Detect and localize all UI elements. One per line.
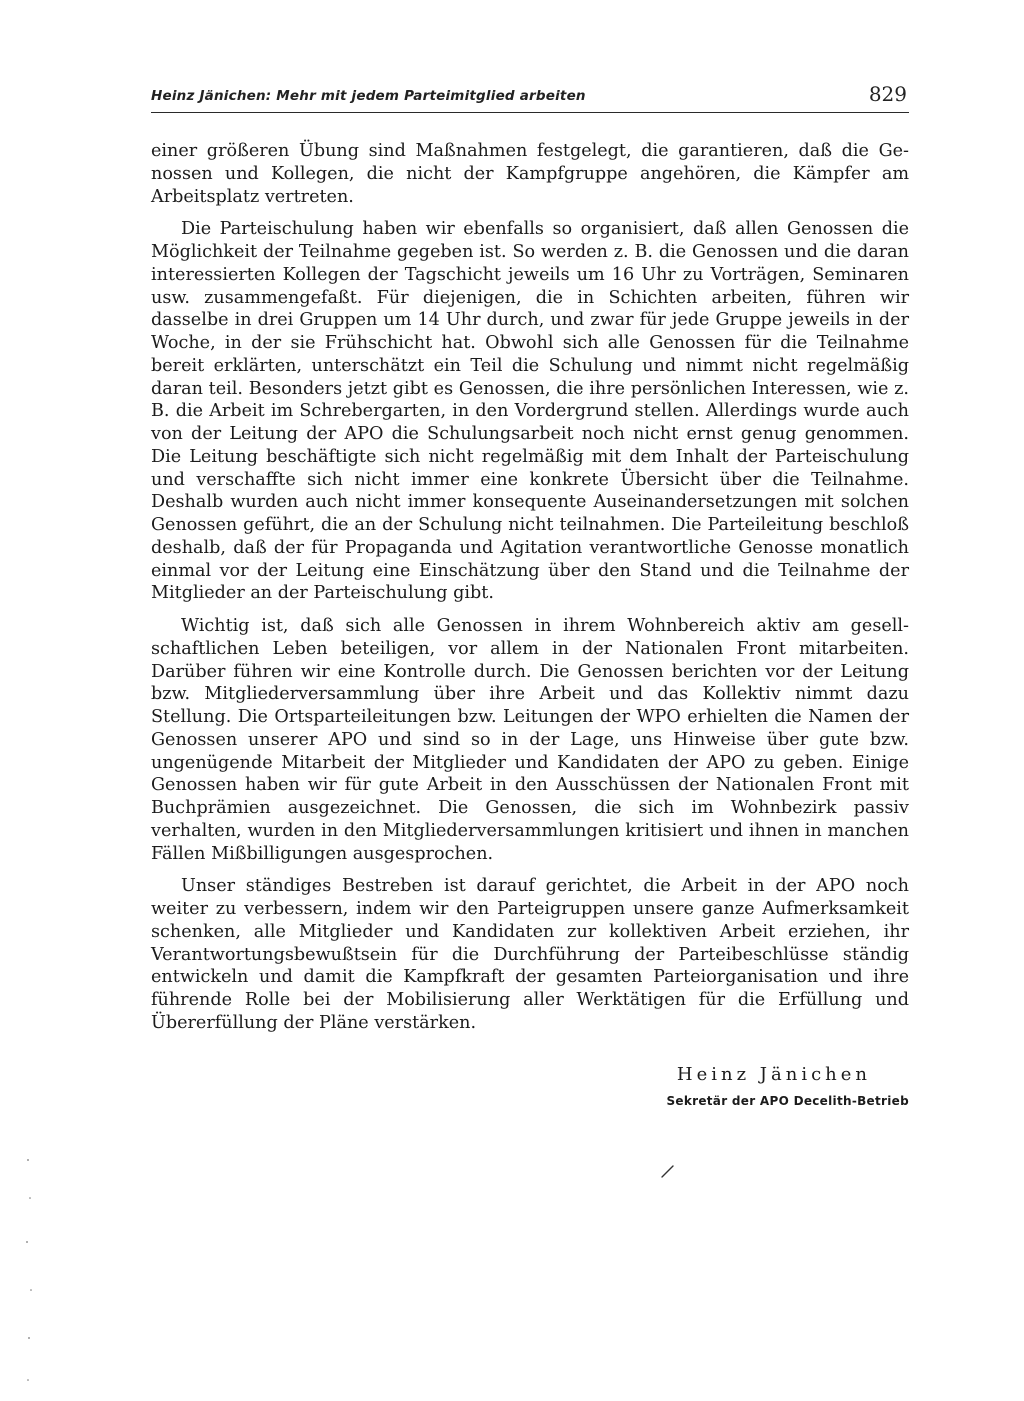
author-role: Sekretär der APO Decelith-Betrieb <box>666 1094 909 1108</box>
paragraph-3: Wichtig ist, daß sich alle Genossen in ihrem Wohnbereich aktiv am gesellschaftlichen Leben beteiligen, vor allem in der Nationalen Front mitarbeiten. Darüber führen wir eine Kontrolle durch. Die Genossen berichten vor der Leitung bzw. Mitgliederversammlung über ihre Arbeit und das Kollektiv nimmt dazu Stellung. Die Ortsparteileitungen bzw. Leitungen der WPO erhielten die Namen der Genossen unserer APO und sind so in der Lage, uns Hinweise über gute bzw. ungenügende Mitarbeit der Mitglieder und Kandidaten der APO zu geben. Einige Genossen haben wir für gute Arbeit in den Ausschüssen der Nationalen Front mit Buchprämien ausgezeichnet. Die Genossen, die sich im Wohnbezirk passiv verhalten, wurden in den Mitgliederversammlungen kritisiert und ihnen in manchen Fällen Mißbilligungen ausgesprochen. <box>151 616 909 864</box>
page-number: 829 <box>868 82 907 106</box>
running-header <box>151 82 909 113</box>
signature-block <box>560 1063 909 1109</box>
margin-speck-marks <box>22 1150 38 1390</box>
paragraph-4: Unser ständiges Bestreben ist darauf gerichtet, die Arbeit in der APO noch weiter zu verbessern, indem wir den Parteigruppen unsere ganze Aufmerksamkeit schenken, alle Mitglieder und Kandidaten zur kollektiven Arbeit erziehen, ihr Verantwortungsbewußtsein für die Durchführung der Parteibeschlüsse ständig entwickeln und damit die Kampfkraft der gesamten Parteiorganisation und ihre führende Rolle bei der Mobilisierung aller Werktätigen für die Erfüllung und Übererfüllung der Pläne verstärken. <box>151 876 909 1033</box>
article-body <box>151 140 909 1035</box>
paragraph-1: einer größeren Übung sind Maßnahmen festgelegt, die garantieren, daß die Genossen und Kollegen, die nicht der Kampfgruppe angehören, die Kämpfer am Arbeitsplatz vertreten. <box>151 141 909 207</box>
header-title: Heinz Jänichen: Mehr mit jedem Parteimitglied arbeiten <box>151 88 586 104</box>
paragraph-2: Die Parteischulung haben wir ebenfalls so organisiert, daß allen Genossen die Möglichkeit der Teilnahme gegeben ist. So werden z. B. die Genossen und die daran interessierten Kollegen der Tagschicht jeweils um 16 Uhr zu Vorträgen, Seminaren usw. zusammengefaßt. Für diejenigen, die in Schichten arbeiten, führen wir dasselbe in drei Gruppen um 14 Uhr durch, und zwar für jede Gruppe jeweils in der Woche, in der sie Frühschicht hat. Obwohl sich alle Genossen für die Teilnahme bereit erklärten, unterschätzt ein Teil die Schulung und nimmt nicht regelmäßig daran teil. Besonders jetzt gibt es Genossen, die ihre persönlichen Interessen, wie z. B. die Arbeit im Schrebergarten, in den Vordergrund stellen. Allerdings wurde auch von der Leitung der APO die Schulungsarbeit noch nicht ernst genug genommen. Die Leitung beschäftigte sich nicht regelmäßig mit dem Inhalt der Parteischulung und verschaffte sich nicht immer eine konkrete Übersicht über die Teilnahme. Deshalb wurden auch nicht immer konsequente Auseinandersetzungen mit solchen Genossen geführt, die an der Schulung nicht teilnahmen. Die Parteileitung beschloß deshalb, daß der für Propaganda und Agitation verantwortliche Genosse monatlich einmal vor der Leitung eine Einschätzung über den Stand und die Teilnahme der Mitglieder an der Parteischulung gibt. <box>151 219 909 604</box>
author-name: Heinz Jänichen <box>676 1064 871 1085</box>
pen-mark-icon <box>660 1163 676 1179</box>
